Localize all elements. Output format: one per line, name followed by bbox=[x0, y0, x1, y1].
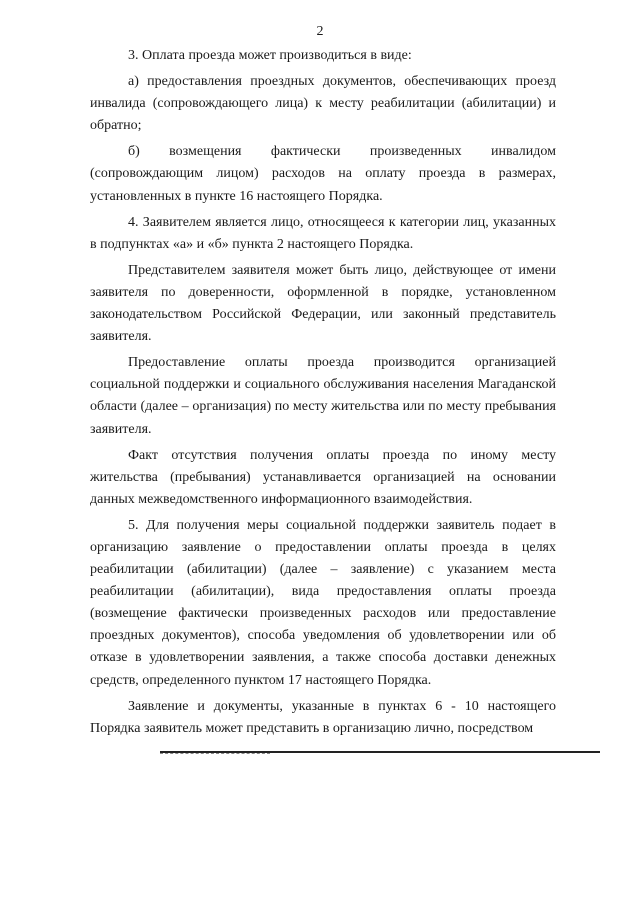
footer-divider bbox=[160, 751, 600, 753]
paragraph-item-5: 5. Для получения меры социальной поддержки заявитель подает в организацию заявление о предоставлении оплаты проезда в целях реабилитации (абилитации) (далее – заявление) с указанием места реабилитации (абилитации), вида предоставления оплаты проезда (возмещение фактически произведенных расходов или предоставление проездных документов), способа уведомления об удовлетворении или об отказе в удовлетворении заявления, а также способа доставки денежных средств, определенного пунктом 17 настоящего Порядка. bbox=[90, 517, 556, 688]
paragraph-payment-provision: Предоставление оплаты проезда производится организацией социальной поддержки и социального обслуживания населения Магаданской области (далее – организация) по месту жительства или по месту пребывания заявителя. bbox=[90, 355, 556, 437]
page-number: 2 bbox=[316, 24, 324, 39]
paragraph-documents: Заявление и документы, указанные в пунктах 6 - 10 настоящего Порядка заявитель может представить в организацию лично, посредством bbox=[90, 698, 556, 736]
footer-divider-dashed bbox=[160, 753, 270, 754]
paragraph-item-4: 4. Заявителем является лицо, относящееся к категории лиц, указанных в подпунктах «а» и «б» пункта 2 настоящего Порядка. bbox=[90, 214, 556, 252]
document-body bbox=[90, 45, 556, 740]
paragraph-item-3a: а) предоставления проездных документов, обеспечивающих проезд инвалида (сопровождающего лица) к месту реабилитации (абилитации) и обратно; bbox=[90, 74, 556, 134]
paragraph-item-3: 3. Оплата проезда может производиться в виде: bbox=[128, 48, 412, 63]
paragraph-representative: Представителем заявителя может быть лицо, действующее от имени заявителя по доверенности, оформленной в порядке, установленном законодательством Российской Федерации, или законный представитель заявителя. bbox=[90, 262, 556, 345]
paragraph-absence-fact: Факт отсутствия получения оплаты проезда по иному месту жительства (пребывания) устанавливается организацией на основании данных межведомственного информационного взаимодействия. bbox=[90, 447, 556, 507]
paragraph-item-3b: б) возмещения фактически произведенных инвалидом (сопровождающим лицом) расходов на оплату проезда в размерах, установленных в пункте 16 настоящего Порядка. bbox=[90, 144, 556, 204]
